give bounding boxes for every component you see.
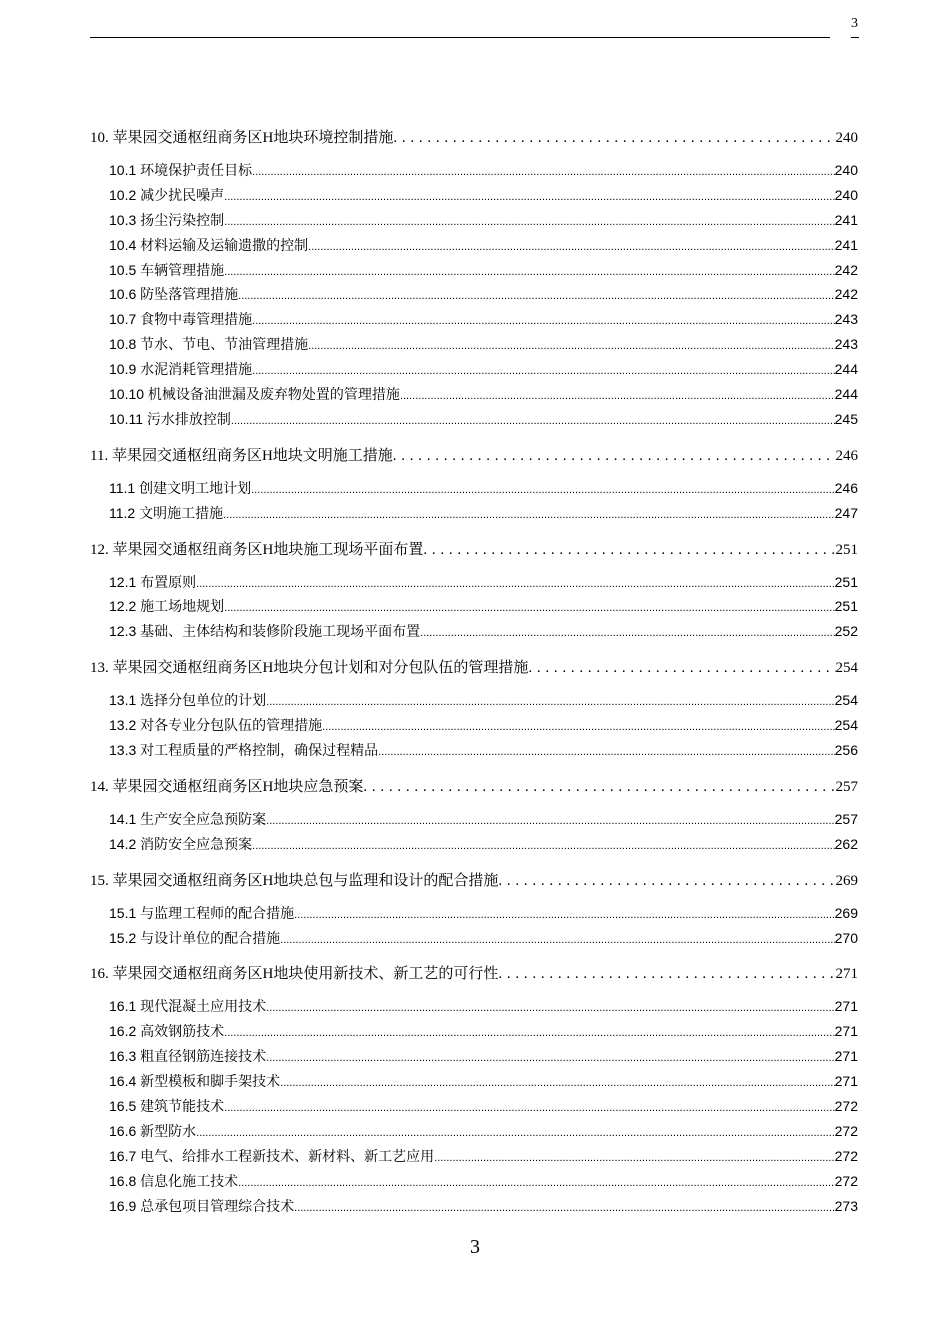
toc-entry-title: 10.8 节水、节电、节油管理措施	[109, 336, 309, 353]
toc-leader-dots	[423, 542, 835, 559]
toc-page-number: 247	[834, 504, 858, 521]
header-rule	[90, 37, 830, 38]
toc-entry-title: 12.3 基础、主体结构和装修阶段施工现场平面布置	[109, 623, 421, 640]
toc-page-number: 240	[835, 130, 858, 146]
toc-leader-dots	[252, 836, 835, 852]
toc-entry-title: 16.8 信息化施工技术	[109, 1172, 239, 1189]
toc-entry-title: 16.3 粗直径钢筋连接技术	[109, 1048, 267, 1065]
toc-entry-title: 10.5 车辆管理措施	[109, 261, 225, 278]
toc-entry-title: 13.2 对各专业分包队伍的管理措施	[109, 717, 323, 734]
toc-entry-title: 10.7 食物中毒管理措施	[109, 311, 253, 328]
toc-page-number: 240	[834, 162, 858, 178]
toc-leader-dots	[223, 505, 835, 521]
toc-page-number: 240	[834, 186, 858, 203]
toc-chapter-title: 11. 苹果园交通枢纽商务区H地块文明施工措施	[90, 447, 393, 464]
toc-chapter-entry[interactable]	[90, 126, 858, 150]
toc-entry-title: 16.1 现代混凝土应用技术	[109, 998, 267, 1015]
toc-entry[interactable]	[90, 1121, 858, 1146]
toc-page-number: 254	[834, 692, 858, 709]
toc-entry[interactable]	[90, 334, 858, 359]
toc-page-number: 251	[835, 541, 858, 558]
toc-page-number: 262	[834, 835, 858, 852]
toc-page-number: 244	[834, 361, 858, 378]
toc-leader-dots	[393, 448, 836, 465]
toc-leader-dots	[231, 411, 835, 427]
toc-entry-title: 11.1 创建文明工地计划	[109, 479, 252, 496]
toc-page-number: 241	[834, 236, 858, 253]
toc-leader-dots	[280, 1073, 835, 1089]
toc-chapter-title: 12. 苹果园交通枢纽商务区H地块施工现场平面布置	[90, 541, 424, 558]
toc-leader-dots	[224, 212, 835, 228]
toc-entry-title: 11.2 文明施工措施	[109, 504, 224, 521]
toc-entry-title: 13.3 对工程质量的严格控制，确保过程精品	[109, 742, 379, 759]
toc-chapter-entry[interactable]	[90, 775, 858, 799]
toc-leader-dots	[252, 361, 835, 377]
toc-page-number: 254	[834, 717, 858, 734]
toc-page-number: 272	[834, 1122, 858, 1139]
toc-entry[interactable]	[90, 1146, 858, 1171]
toc-page-number: 254	[835, 660, 858, 677]
toc-page-number: 246	[834, 479, 858, 496]
toc-chapter-entry[interactable]	[90, 444, 858, 468]
toc-entry-title: 15.1 与监理工程师的配合措施	[109, 904, 295, 921]
toc-page-number: 269	[834, 904, 858, 921]
toc-leader-dots	[363, 779, 835, 796]
toc-leader-dots	[266, 692, 835, 708]
toc-entry-title: 14.1 生产安全应急预防案	[109, 810, 267, 827]
toc-entry-title: 16.5 建筑节能技术	[109, 1098, 225, 1115]
toc-entry[interactable]	[90, 1096, 858, 1121]
toc-entry[interactable]	[90, 928, 858, 953]
toc-leader-dots	[238, 286, 835, 302]
toc-leader-dots	[308, 237, 835, 253]
toc-chapter-title: 13. 苹果园交通枢纽商务区H地块分包计划和对分包队伍的管理措施	[90, 660, 529, 677]
toc-leader-dots	[196, 574, 835, 590]
toc-entry[interactable]	[90, 596, 858, 621]
toc-section-15	[90, 869, 858, 953]
toc-leader-dots	[322, 717, 835, 733]
toc-entry[interactable]	[90, 478, 858, 503]
toc-page-number: 251	[834, 598, 858, 615]
toc-chapter-entry[interactable]	[90, 656, 858, 680]
toc-entry-title: 16.7 电气、给排水工程新技术、新材料、新工艺应用	[109, 1147, 435, 1164]
toc-chapter-title: 15. 苹果园交通枢纽商务区H地块总包与监理和设计的配合措施	[90, 872, 499, 889]
toc-leader-dots	[393, 130, 835, 147]
toc-page-number: 269	[835, 872, 858, 889]
toc-leader-dots	[308, 336, 835, 352]
toc-section-10	[90, 126, 858, 434]
toc-entry[interactable]	[90, 903, 858, 928]
toc-entry[interactable]	[90, 235, 858, 260]
toc-entry-title: 14.2 消防安全应急预案	[109, 835, 253, 852]
toc-entry[interactable]	[90, 1046, 858, 1071]
toc-page-number: 246	[835, 447, 858, 464]
toc-page-number: 242	[834, 261, 858, 278]
toc-chapter-title: 14. 苹果园交通枢纽商务区H地块应急预案	[90, 778, 364, 795]
toc-entry-title: 10.9 水泥消耗管理措施	[109, 361, 253, 378]
toc-entry[interactable]	[90, 309, 858, 334]
toc-chapter-entry[interactable]	[90, 538, 858, 562]
toc-page-number: 271	[834, 1023, 858, 1040]
toc-page-number: 272	[834, 1098, 858, 1115]
toc-leader-dots	[266, 1048, 835, 1064]
toc-entry[interactable]	[90, 1196, 858, 1221]
toc-entry[interactable]	[90, 160, 858, 185]
toc-page-number: 252	[834, 623, 858, 640]
toc-entry[interactable]	[90, 185, 858, 210]
toc-entry-title: 10.4 材料运输及运输遗撒的控制	[109, 236, 309, 253]
toc-entry-title: 13.1 选择分包单位的计划	[109, 692, 267, 709]
toc-leader-dots	[252, 162, 835, 178]
toc-section-14	[90, 775, 858, 859]
toc-leader-dots	[378, 742, 835, 758]
toc-entry-title: 16.9 总承包项目管理综合技术	[109, 1197, 295, 1214]
toc-page-number: 272	[834, 1172, 858, 1189]
toc-entry-title: 12.2 施工场地规划	[109, 598, 225, 615]
toc-entry[interactable]	[90, 740, 858, 765]
toc-section-11	[90, 444, 858, 528]
toc-page-number: 243	[834, 336, 858, 353]
toc-entry[interactable]	[90, 1171, 858, 1196]
toc-entry[interactable]	[90, 359, 858, 384]
toc-section-13	[90, 656, 858, 765]
toc-leader-dots	[224, 598, 835, 614]
table-of-contents	[90, 126, 858, 1221]
toc-page-number: 241	[834, 211, 858, 228]
toc-chapter-entry[interactable]	[90, 869, 858, 893]
toc-entry[interactable]	[90, 210, 858, 235]
toc-entry[interactable]	[90, 409, 858, 434]
toc-leader-dots	[224, 1023, 835, 1039]
toc-entry[interactable]	[90, 284, 858, 309]
toc-page-number: 242	[834, 286, 858, 303]
toc-leader-dots	[528, 660, 835, 677]
toc-leader-dots	[266, 811, 835, 827]
toc-entry-title: 10.3 扬尘污染控制	[109, 211, 225, 228]
toc-section-12	[90, 538, 858, 647]
toc-entry[interactable]	[90, 1021, 858, 1046]
header-page-number: 3	[851, 16, 858, 31]
toc-chapter-entry[interactable]	[90, 962, 858, 986]
toc-entry[interactable]	[90, 384, 858, 409]
toc-page-number: 273	[834, 1197, 858, 1214]
toc-entry[interactable]	[90, 715, 858, 740]
toc-entry[interactable]	[90, 809, 858, 834]
toc-entry[interactable]	[90, 996, 858, 1021]
toc-entry-title: 10.2 减少扰民噪声	[109, 186, 225, 203]
toc-leader-dots	[498, 873, 835, 890]
toc-entry-title: 10.11 污水排放控制	[109, 410, 231, 427]
toc-page-number: 270	[834, 929, 858, 946]
toc-leader-dots	[251, 480, 835, 496]
toc-page-number: 257	[834, 810, 858, 827]
toc-page-number: 271	[834, 998, 858, 1015]
toc-leader-dots	[196, 1123, 835, 1139]
toc-entry[interactable]	[90, 260, 858, 285]
toc-leader-dots	[224, 1098, 835, 1114]
toc-section-16	[90, 962, 858, 1220]
toc-entry-title: 15.2 与设计单位的配合措施	[109, 929, 281, 946]
toc-leader-dots	[224, 187, 835, 203]
toc-leader-dots	[420, 623, 835, 639]
header-page-underline	[851, 37, 859, 38]
toc-entry[interactable]	[90, 572, 858, 597]
toc-leader-dots	[266, 998, 835, 1014]
toc-entry-title: 16.4 新型模板和脚手架技术	[109, 1073, 281, 1090]
toc-page-number: 271	[834, 1048, 858, 1065]
toc-page-number: 257	[835, 778, 858, 795]
toc-leader-dots	[294, 905, 835, 921]
toc-entry[interactable]	[90, 1071, 858, 1096]
toc-entry[interactable]	[90, 834, 858, 859]
toc-page-number: 244	[834, 386, 858, 403]
toc-entry-title: 16.2 高效钢筋技术	[109, 1023, 225, 1040]
toc-entry-title: 16.6 新型防水	[109, 1122, 197, 1139]
toc-entry[interactable]	[90, 621, 858, 646]
toc-page-number: 251	[834, 573, 858, 590]
toc-leader-dots	[224, 262, 835, 278]
toc-chapter-title: 10. 苹果园交通枢纽商务区H地块环境控制措施	[90, 130, 394, 146]
toc-entry[interactable]	[90, 503, 858, 528]
toc-chapter-title: 16. 苹果园交通枢纽商务区H地块使用新技术、新工艺的可行性	[90, 966, 499, 983]
footer-page-number: 3	[470, 1236, 480, 1258]
toc-entry[interactable]	[90, 690, 858, 715]
toc-leader-dots	[238, 1173, 835, 1189]
toc-page-number: 245	[834, 410, 858, 427]
toc-leader-dots	[294, 1198, 835, 1214]
toc-leader-dots	[400, 386, 835, 402]
toc-leader-dots	[434, 1148, 835, 1164]
toc-page-number: 256	[834, 742, 858, 759]
toc-entry-title: 12.1 布置原则	[109, 573, 197, 590]
toc-leader-dots	[280, 930, 835, 946]
toc-entry-title: 10.6 防坠落管理措施	[109, 286, 239, 303]
toc-page-number: 243	[834, 311, 858, 328]
toc-page-number: 271	[834, 1073, 858, 1090]
toc-page-number: 272	[834, 1147, 858, 1164]
toc-entry-title: 10.10 机械设备油泄漏及废弃物处置的管理措施	[109, 386, 400, 403]
toc-leader-dots	[498, 966, 835, 983]
toc-page-number: 271	[835, 966, 858, 983]
toc-leader-dots	[252, 311, 835, 327]
toc-entry-title: 10.1 环境保护责任目标	[109, 162, 253, 178]
